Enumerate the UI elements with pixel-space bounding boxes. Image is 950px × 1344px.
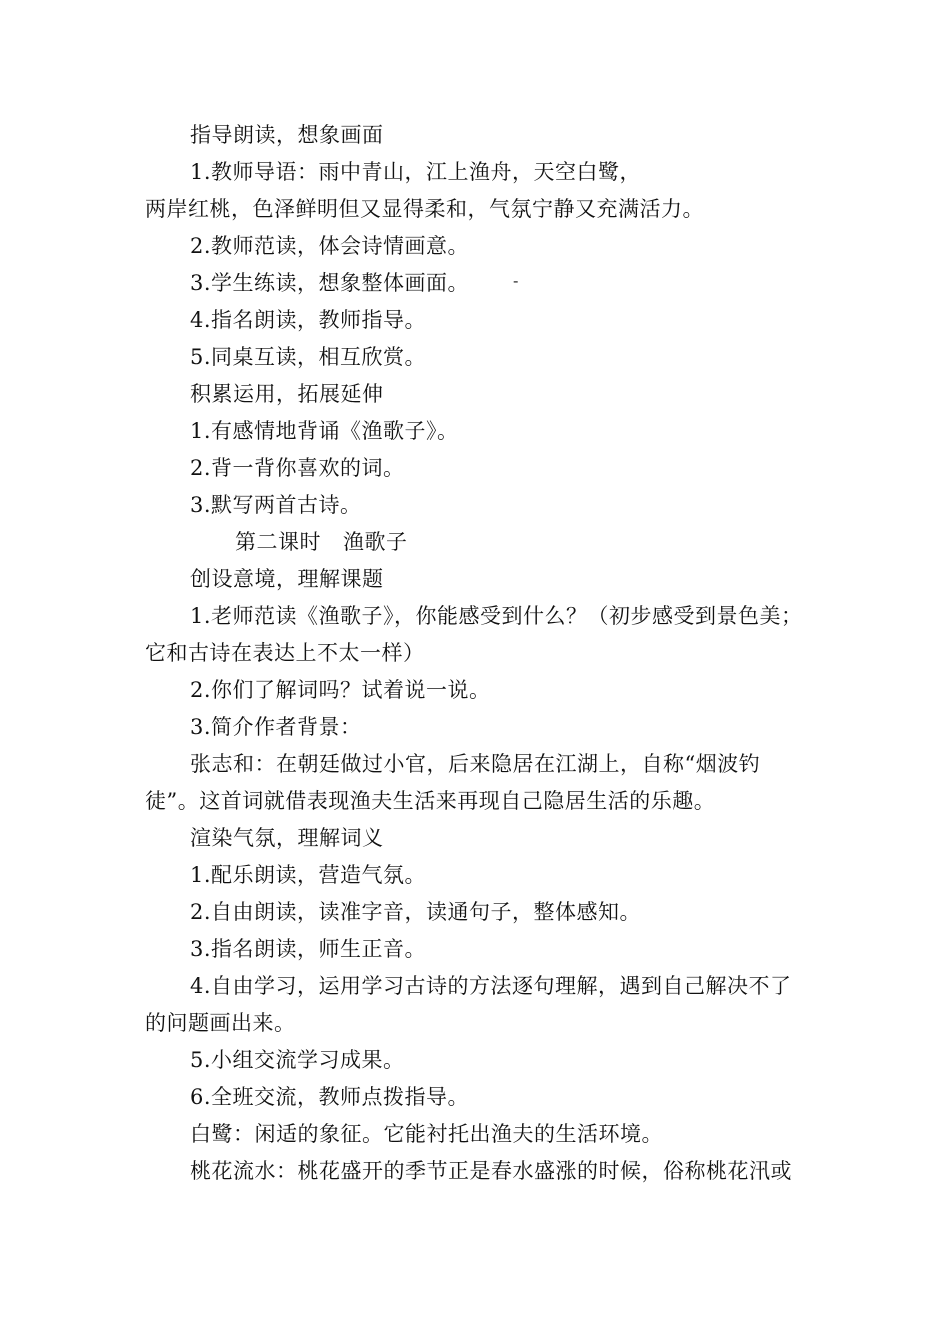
- paragraph-line: 它和古诗在表达上不太一样）: [145, 641, 425, 665]
- paragraph-line: 2.自由朗读，读准字音，读通句子，整体感知。: [190, 900, 642, 924]
- paragraph-line: 2.背一背你喜欢的词。: [190, 456, 405, 480]
- paragraph-line: 桃花流水：桃花盛开的季节正是春水盛涨的时候，俗称桃花汛或: [190, 1159, 792, 1183]
- section-heading: 创设意境，理解课题: [190, 567, 384, 591]
- lesson-poem-title: 渔歌子: [343, 530, 408, 554]
- paragraph-line: 3.学生练读，想象整体画面。: [190, 271, 470, 295]
- paragraph-line: 3.默写两首古诗。: [190, 493, 362, 517]
- paragraph-line: 3.指名朗读，师生正音。: [190, 937, 427, 961]
- paragraph-line: 徒”。这首词就借表现渔夫生活来再现自己隐居生活的乐趣。: [145, 789, 716, 813]
- stray-dash-mark: -: [513, 271, 519, 290]
- lesson-title: [235, 527, 905, 557]
- paragraph-line: 1.有感情地背诵《渔歌子》。: [190, 419, 459, 443]
- lesson-number: 第二课时: [235, 530, 321, 554]
- paragraph-line: 1.老师范读《渔歌子》，你能感受到什么？（初步感受到景色美；: [190, 604, 803, 628]
- paragraph-line: 张志和：在朝廷做过小官，后来隐居在江湖上，自称“烟波钓: [190, 752, 761, 776]
- paragraph-line: 2.教师范读，体会诗情画意。: [190, 234, 470, 258]
- section-heading: 指导朗读，想象画面: [190, 123, 384, 147]
- paragraph-line: 1.配乐朗读，营造气氛。: [190, 863, 427, 887]
- paragraph-line: 1.教师导语：雨中青山，江上渔舟，天空白鹭，: [190, 160, 642, 184]
- paragraph-line: 的问题画出来。: [145, 1011, 296, 1035]
- paragraph-line: 5.小组交流学习成果。: [190, 1048, 405, 1072]
- paragraph-line: 白鹭：闲适的象征。它能衬托出渔夫的生活环境。: [190, 1122, 663, 1146]
- section-heading: 渲染气氛，理解词义: [190, 826, 384, 850]
- paragraph-line: 5.同桌互读，相互欣赏。: [190, 345, 427, 369]
- paragraph-line: 2.你们了解词吗？试着说一说。: [190, 678, 491, 702]
- paragraph-line: 两岸红桃，色泽鲜明但又显得柔和，气氛宁静又充满活力。: [145, 197, 704, 221]
- paragraph-line: 4.自由学习，运用学习古诗的方法逐句理解，遇到自己解决不了: [190, 974, 792, 998]
- paragraph-line: 6.全班交流，教师点拨指导。: [190, 1085, 470, 1109]
- paragraph-line: 3.简介作者背景：: [190, 715, 362, 739]
- paragraph-line: 4.指名朗读，教师指导。: [190, 308, 427, 332]
- section-heading: 积累运用，拓展延伸: [190, 382, 384, 406]
